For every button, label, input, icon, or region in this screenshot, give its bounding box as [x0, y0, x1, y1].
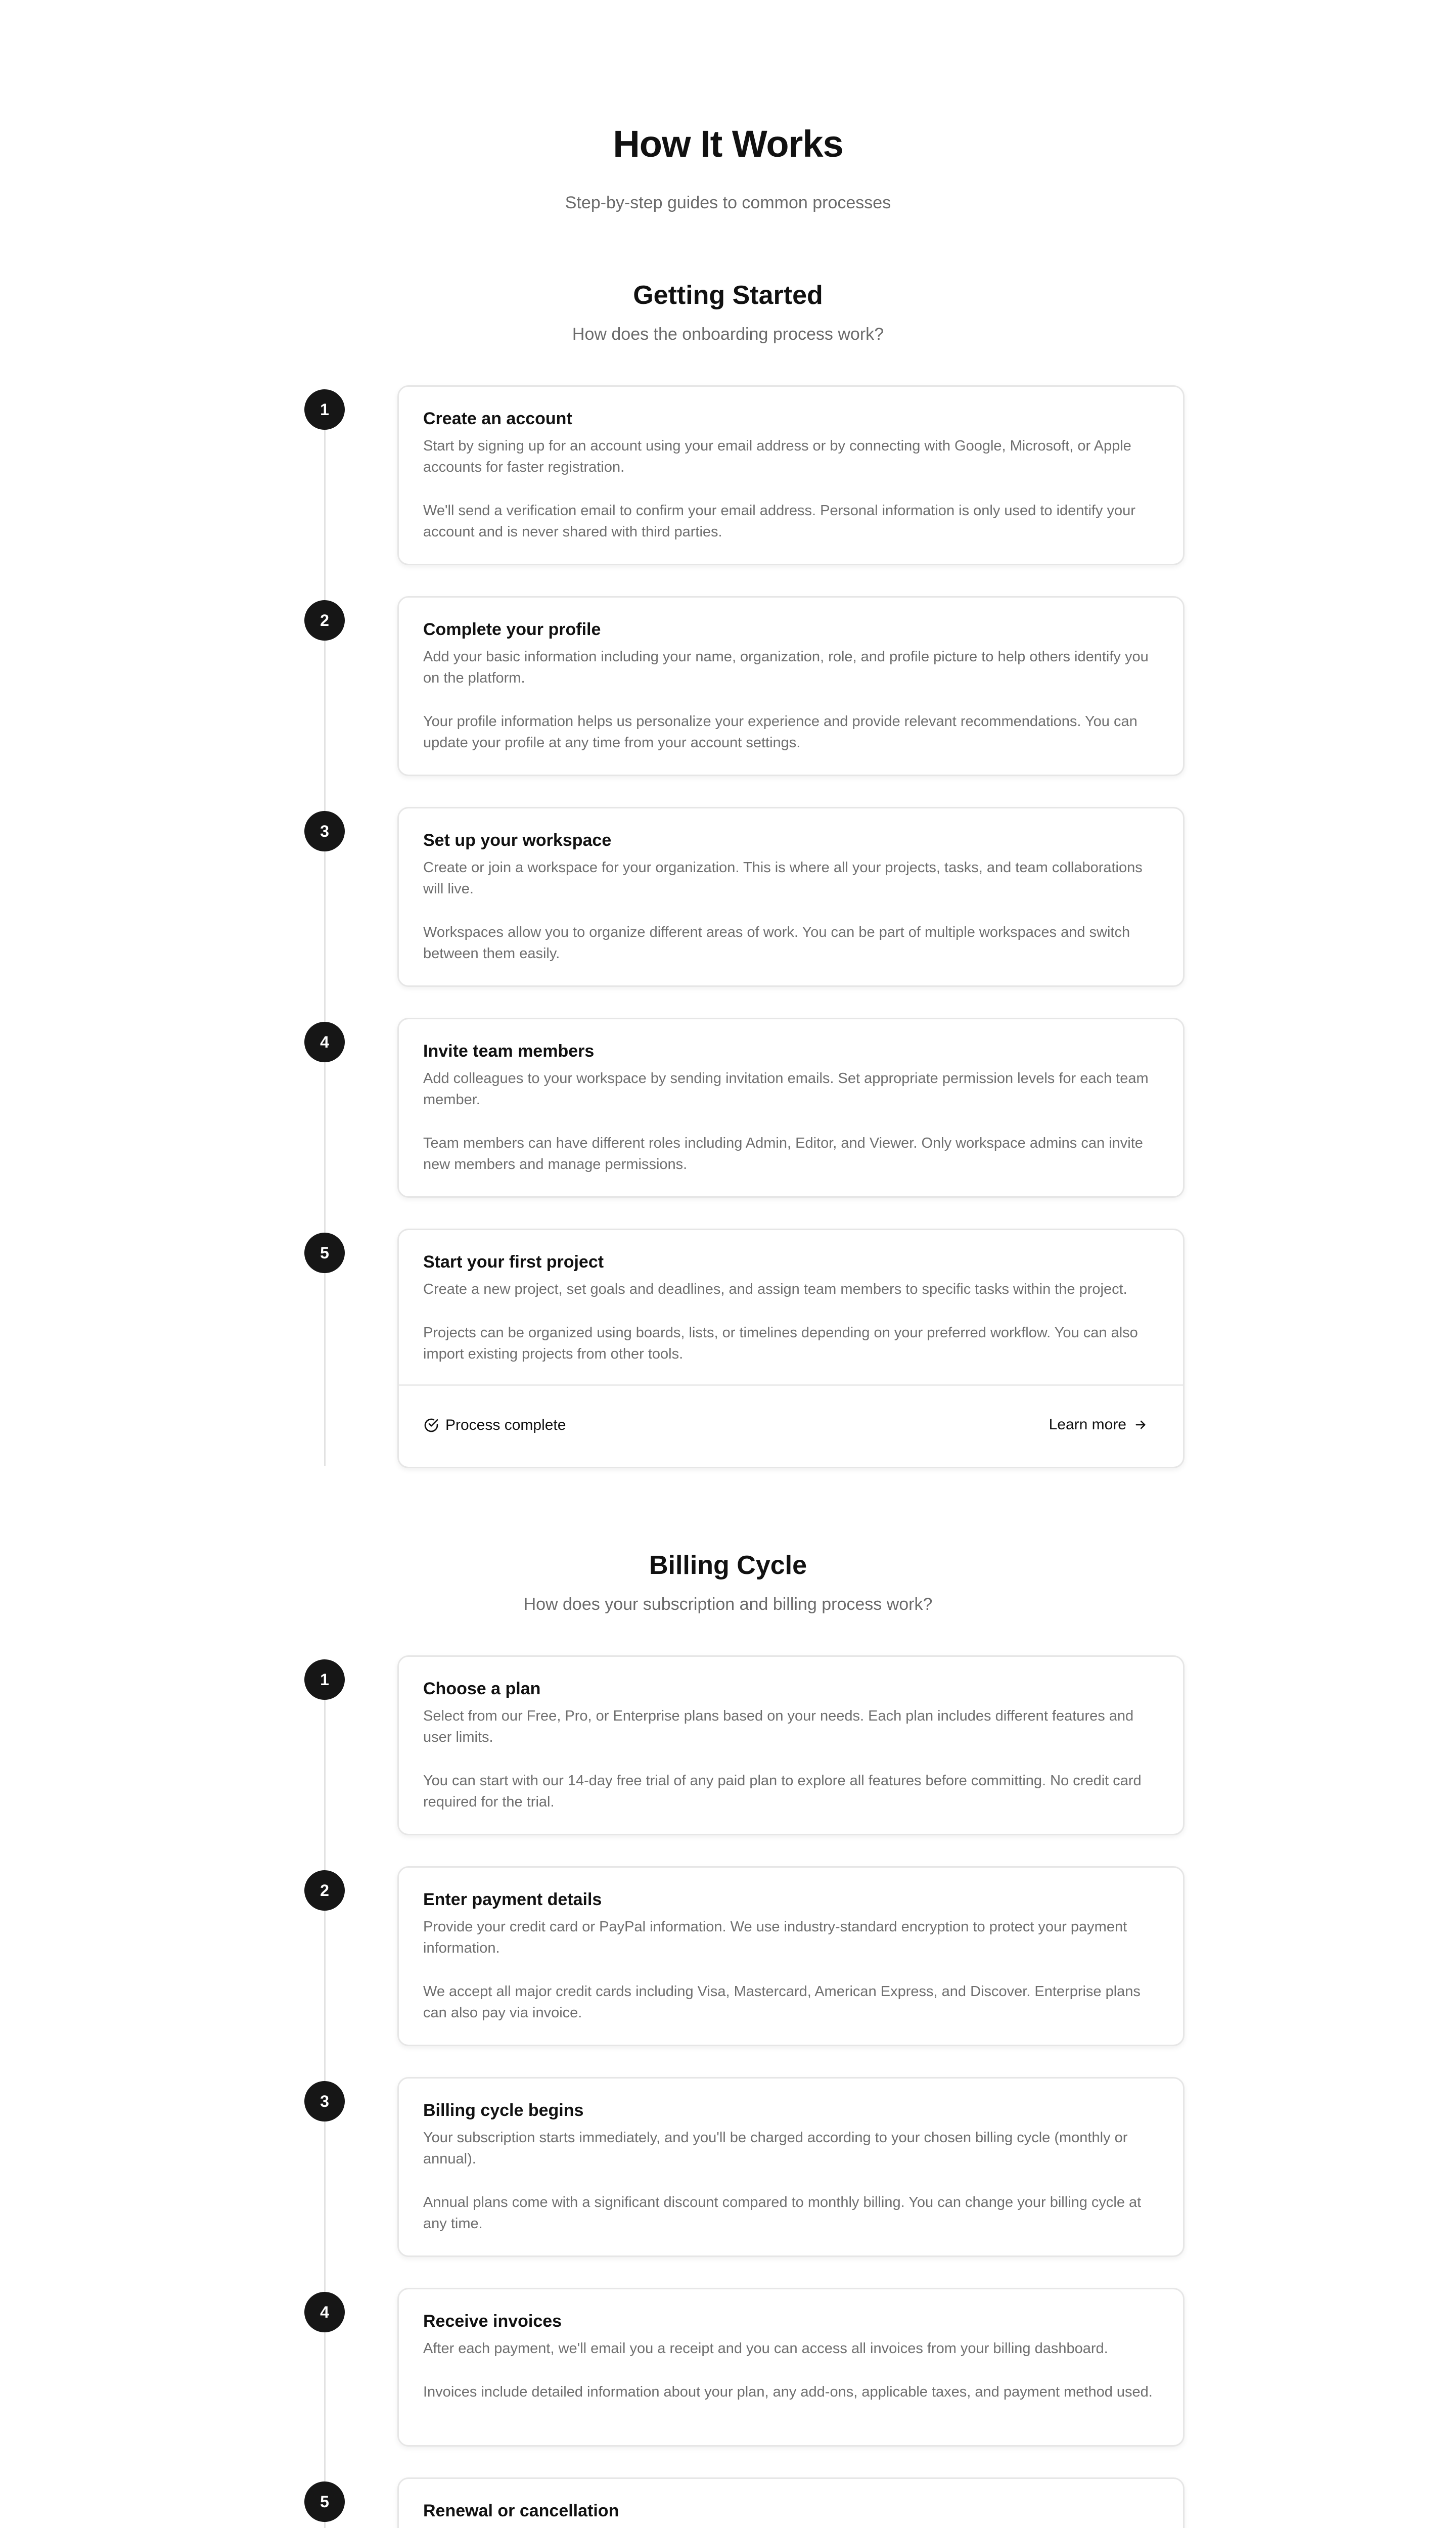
step-description: Add your basic information including your name, organization, role, and profile picture to help others identify you on the platform. [423, 649, 1149, 686]
step-card [397, 1866, 1185, 2046]
card-footer [399, 1384, 1183, 1467]
step-note: Workspaces allow you to organize different areas of work. You can be part of multiple workspaces and switch between them easily. [423, 924, 1130, 962]
step-title: Renewal or cancellation [423, 2501, 619, 2520]
step-note: Team members can have different roles including Admin, Editor, and Viewer. Only workspace admins can invite new members and manage permissions. [423, 1135, 1143, 1172]
step-card [397, 807, 1185, 987]
step-card [397, 1229, 1185, 1468]
step-title: Start your first project [423, 1252, 604, 1272]
step-description: Your subscription starts immediately, and you'll be charged according to your chosen billing cycle (monthly or annual). [423, 2130, 1128, 2167]
process-complete-status [423, 1417, 566, 1433]
process-complete-label: Process complete [445, 1417, 566, 1433]
step-note: We'll send a verification email to confirm your email address. Personal information is only used to identify your account and is never shared with third parties. [423, 503, 1135, 540]
step-number-badge: 5 [304, 1233, 345, 1273]
step-title: Complete your profile [423, 620, 601, 639]
step-card [397, 2477, 1185, 2528]
step-number-badge: 1 [304, 389, 345, 430]
section-title: Billing Cycle [649, 1551, 807, 1580]
step-title: Choose a plan [423, 1679, 541, 1698]
step-number-badge: 3 [304, 811, 345, 851]
step-number-badge: 4 [304, 1022, 345, 1062]
step-number-badge: 5 [304, 2481, 345, 2522]
step-note: Annual plans come with a significant discount compared to monthly billing. You can change your billing cycle at any time. [423, 2194, 1142, 2232]
step-title: Enter payment details [423, 1890, 602, 1909]
step-number-badge: 2 [304, 600, 345, 641]
step-note: Invoices include detailed information about your plan, any add-ons, applicable taxes, and payment method used. [423, 2384, 1153, 2400]
step-title: Billing cycle begins [423, 2101, 584, 2120]
step-description: Create a new project, set goals and deadlines, and assign team members to specific tasks within the project. [423, 1281, 1127, 1297]
section-title: Getting Started [633, 281, 823, 310]
step-number-badge: 3 [304, 2081, 345, 2121]
section-subtitle: How does the onboarding process work? [572, 325, 884, 344]
page-title: How It Works [613, 123, 843, 165]
arrow-right-icon [1133, 1418, 1148, 1432]
check-circle-icon [423, 1417, 439, 1433]
step-description: Start by signing up for an account using your email address or by connecting with Google, Microsoft, or Apple accounts for faster registration. [423, 438, 1131, 475]
step-title: Invite team members [423, 1042, 595, 1061]
learn-more-label: Learn more [1049, 1416, 1126, 1433]
step-description: Create or join a workspace for your organization. This is where all your projects, tasks, and team collaborations will live. [423, 860, 1143, 897]
step-note: Your profile information helps us personalize your experience and provide relevant recommendations. You can update your profile at any time from your account settings. [423, 713, 1138, 751]
step-card [397, 1655, 1185, 1835]
step-number-badge: 2 [304, 1870, 345, 1911]
step-description: After each payment, we'll email you a receipt and you can access all invoices from your billing dashboard. [423, 2340, 1108, 2357]
step-number-badge: 1 [304, 1659, 345, 1700]
step-title: Create an account [423, 409, 572, 428]
step-note: Projects can be organized using boards, lists, or timelines depending on your preferred workflow. You can also import existing projects from other tools. [423, 1325, 1138, 1362]
section-subtitle: How does your subscription and billing process work? [523, 1595, 933, 1614]
step-card [397, 2288, 1185, 2447]
step-card [397, 385, 1185, 565]
step-number-badge: 4 [304, 2292, 345, 2332]
step-title: Receive invoices [423, 2312, 562, 2331]
learn-more-link[interactable] [1049, 1417, 1148, 1432]
step-title: Set up your workspace [423, 831, 612, 850]
step-description: Add colleagues to your workspace by sending invitation emails. Set appropriate permission levels for each team member. [423, 1070, 1149, 1108]
page-subtitle: Step-by-step guides to common processes [565, 193, 891, 212]
step-card [397, 2077, 1185, 2257]
step-description: Provide your credit card or PayPal information. We use industry-standard encryption to protect your payment information. [423, 1919, 1127, 1956]
step-description: Select from our Free, Pro, or Enterprise plans based on your needs. Each plan includes different features and user limits. [423, 1708, 1134, 1745]
step-note: You can start with our 14-day free trial of any paid plan to explore all features before committing. No credit card required for the trial. [423, 1773, 1142, 1810]
step-note: We accept all major credit cards including Visa, Mastercard, American Express, and Discover. Enterprise plans can also pay via invoice. [423, 1983, 1141, 2021]
step-card [397, 1018, 1185, 1198]
timeline-line [324, 410, 326, 1466]
step-card [397, 596, 1185, 776]
